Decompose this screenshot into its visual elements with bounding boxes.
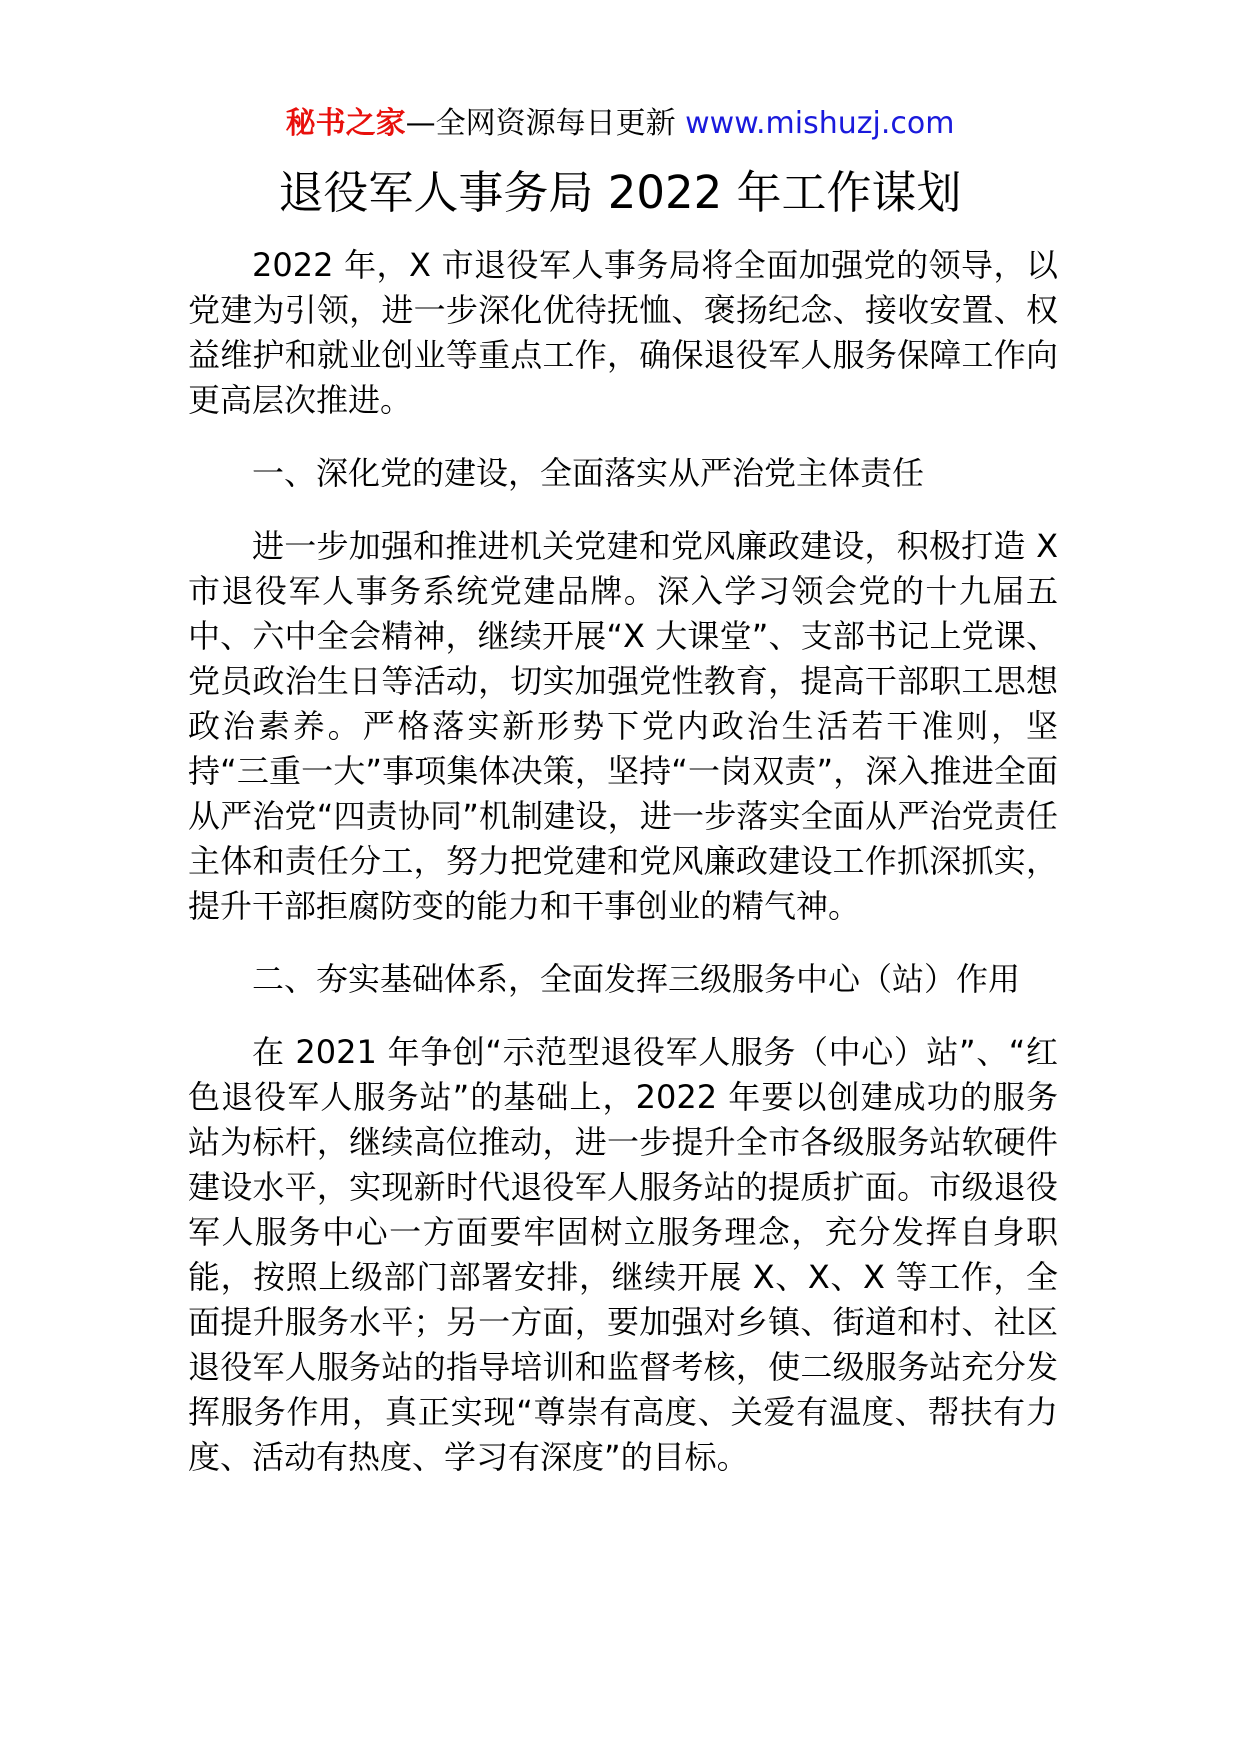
- site-header: [0, 101, 1240, 147]
- document-body: [188, 243, 1058, 1480]
- section-heading-2: 二、夯实基础体系，全面发挥三级服务中心（站）作用: [252, 960, 1021, 998]
- intro-paragraph: 2022 年，X 市退役军人事务局将全面加强党的领导，以党建为引领，进一步深化优待抚恤、褒扬纪念、接收安置、权益维护和就业创业等重点工作，确保退役军人服务保障工作向更高层次推进。: [188, 246, 1058, 419]
- section-paragraph-1: 进一步加强和推进机关党建和党风廉政建设，积极打造 X 市退役军人事务系统党建品牌。深入学习领会党的十九届五中、六中全会精神，继续开展“X 大课堂”、支部书记上党课、党员政治生日等活动，切实加强党性教育，提高干部职工思想政治素养。严格落实新形势下党内政治生活若干准则，坚持“三重一大”事项集体决策，坚持“一岗双责”，深入推进全面从严治党“四责协同”机制建设，进一步落实全面从严治党责任主体和责任分工，努力把党建和党风廉政建设工作抓深抓实，提升干部拒腐防变的能力和干事创业的精气神。: [188, 527, 1058, 925]
- site-slogan: —全网资源每日更新: [405, 106, 676, 141]
- site-url-link[interactable]: www.mishuzj.com: [685, 106, 955, 141]
- site-brand: 秘书之家: [285, 106, 406, 141]
- section-heading-1: 一、深化党的建设，全面落实从严治党主体责任: [252, 454, 925, 492]
- document-title: 退役军人事务局 2022 年工作谋划: [278, 166, 962, 219]
- section-paragraph-2: 在 2021 年争创“示范型退役军人服务（中心）站”、“红色退役军人服务站”的基础上，2022 年要以创建成功的服务站为标杆，继续高位推动，进一步提升全市各级服务站软硬件建设水平，实现新时代退役军人服务站的提质扩面。市级退役军人服务中心一方面要牢固树立服务理念，充分发挥自身职能，按照上级部门部署安排，继续开展 X、X、X 等工作，全面提升服务水平；另一方面，要加强对乡镇、街道和村、社区退役军人服务站的指导培训和监督考核，使二级服务站充分发挥服务作用，真正实现“尊崇有高度、关爱有温度、帮扶有力度、活动有热度、学习有深度”的目标。: [188, 1033, 1058, 1476]
